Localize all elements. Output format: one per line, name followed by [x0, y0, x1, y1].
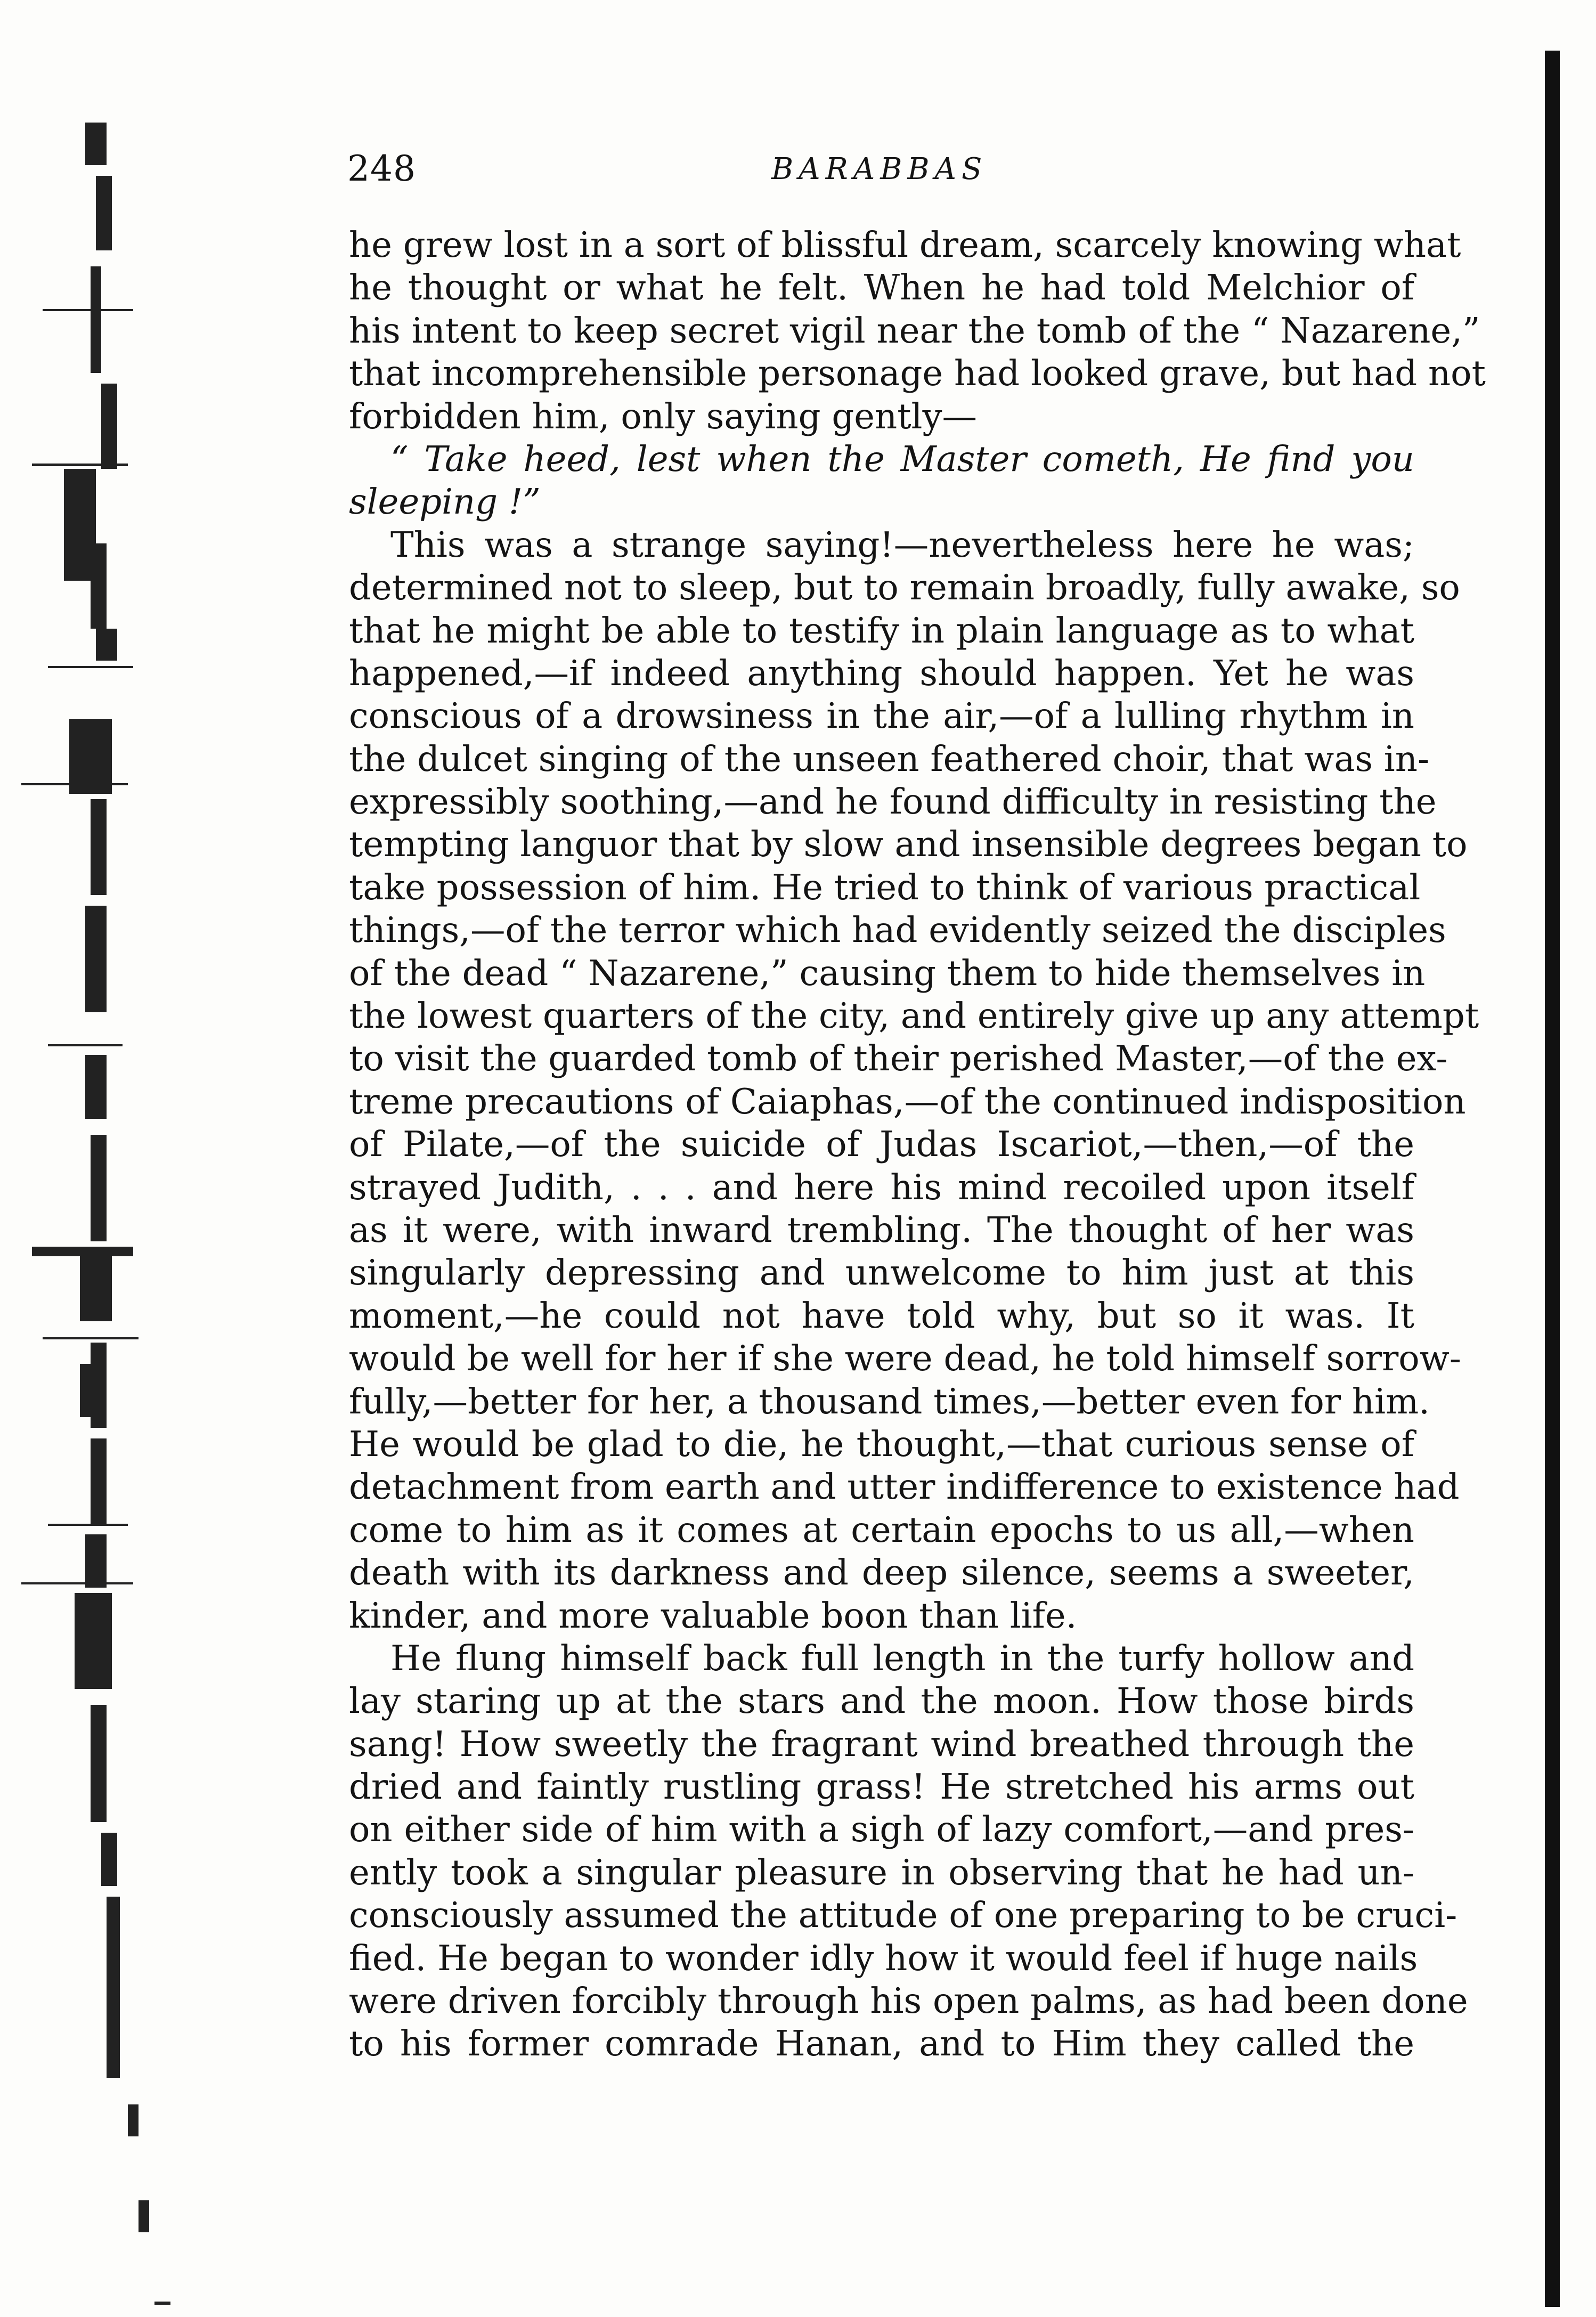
text-line: come to him as it comes at certain epochs to us all,—when — [349, 1509, 1414, 1550]
text-line: treme precautions of Caiaphas,—of the continued indisposition — [349, 1081, 1466, 1122]
paragraph — [349, 1637, 1468, 2066]
text-line: detachment from earth and utter indifference to existence had — [349, 1467, 1460, 1508]
page-number: 248 — [347, 148, 416, 189]
text-line: This was a strange saying!—nevertheless here he was; — [390, 524, 1414, 565]
binding-edge-shadow — [1545, 51, 1560, 2307]
text-line: that he might be able to testify in plain language as to what — [349, 610, 1414, 651]
text-line: take possession of him. He tried to think of various practical — [349, 867, 1421, 908]
text-line: conscious of a drowsiness in the air,—of a lulling rhythm in — [349, 696, 1414, 737]
text-line: would be well for her if she were dead, he told himself sorrow- — [349, 1338, 1461, 1379]
text-line: death with its darkness and deep silence, seems a sweeter, — [349, 1552, 1414, 1594]
text-line: expressibly soothing,—and he found difficulty in resisting the — [349, 782, 1437, 823]
text-line: dried and faintly rustling grass! He stretched his arms out — [349, 1767, 1414, 1808]
text-line: to visit the guarded tomb of their perished Master,—of the ex- — [349, 1038, 1448, 1079]
text-line: were driven forcibly through his open palms, as had been done — [349, 1981, 1468, 2022]
text-line: things,—of the terror which had evidently seized the disciples — [349, 910, 1446, 951]
body-text — [349, 224, 1486, 2066]
text-line: his intent to keep secret vigil near the tomb of the “ Nazarene,” — [349, 310, 1480, 351]
text-line: of the dead “ Nazarene,” causing them to hide themselves in — [349, 953, 1426, 994]
quotation-paragraph — [349, 438, 1414, 524]
text-line: consciously assumed the attitude of one preparing to be cruci- — [349, 1895, 1457, 1936]
paragraph — [349, 224, 1486, 438]
text-line: sang! How sweetly the fragrant wind breathed through the — [349, 1723, 1414, 1765]
text-line: singularly depressing and unwelcome to him just at this — [349, 1253, 1414, 1294]
text-line: ently took a singular pleasure in observing that he had un- — [349, 1852, 1414, 1893]
text-line: lay staring up at the stars and the moon. How those birds — [349, 1681, 1414, 1722]
text-line: that incomprehensible personage had looked grave, but had not — [349, 353, 1486, 394]
text-line: determined not to sleep, but to remain broadly, fully awake, so — [349, 567, 1460, 608]
binding-gutter-scan-artifacts — [0, 0, 170, 2317]
text-line: tempting languor that by slow and insensible degrees began to — [349, 824, 1468, 865]
text-line: sleeping !” — [349, 482, 541, 523]
text-line: fied. He began to wonder idly how it would feel if huge nails — [349, 1938, 1418, 1979]
text-line: he thought or what he felt. When he had told Melchior of — [349, 267, 1414, 308]
text-line: happened,—if indeed anything should happen. Yet he was — [349, 653, 1414, 694]
text-line: on either side of him with a sigh of lazy comfort,—and pres- — [349, 1809, 1414, 1850]
text-line: as it were, with inward trembling. The thought of her was — [349, 1209, 1414, 1250]
text-line: to his former comrade Hanan, and to Him they called the — [349, 2023, 1414, 2064]
text-line: the dulcet singing of the unseen feathered choir, that was in- — [349, 738, 1430, 779]
text-line: of Pilate,—of the suicide of Judas Iscariot,—then,—of the — [349, 1124, 1414, 1165]
text-line: fully,—better for her, a thousand times,—better even for him. — [349, 1381, 1430, 1422]
text-line: He flung himself back full length in the turfy hollow and — [390, 1638, 1414, 1679]
text-line: kinder, and more valuable boon than life. — [349, 1595, 1077, 1636]
paragraph — [349, 524, 1479, 1637]
running-title: BARABBAS — [771, 152, 988, 186]
text-line: strayed Judith, . . . and here his mind recoiled upon itself — [349, 1167, 1414, 1208]
text-line: he grew lost in a sort of blissful dream, scarcely knowing what — [349, 225, 1461, 265]
text-line: the lowest quarters of the city, and entirely give up any attempt — [349, 996, 1479, 1037]
text-line: “ Take heed, lest when the Master cometh, He find you — [390, 438, 1414, 479]
text-line: forbidden him, only saying gently— — [349, 396, 977, 437]
text-line: moment,—he could not have told why, but so it was. It — [349, 1295, 1414, 1336]
text-line: He would be glad to die, he thought,—that curious sense of — [349, 1424, 1414, 1465]
